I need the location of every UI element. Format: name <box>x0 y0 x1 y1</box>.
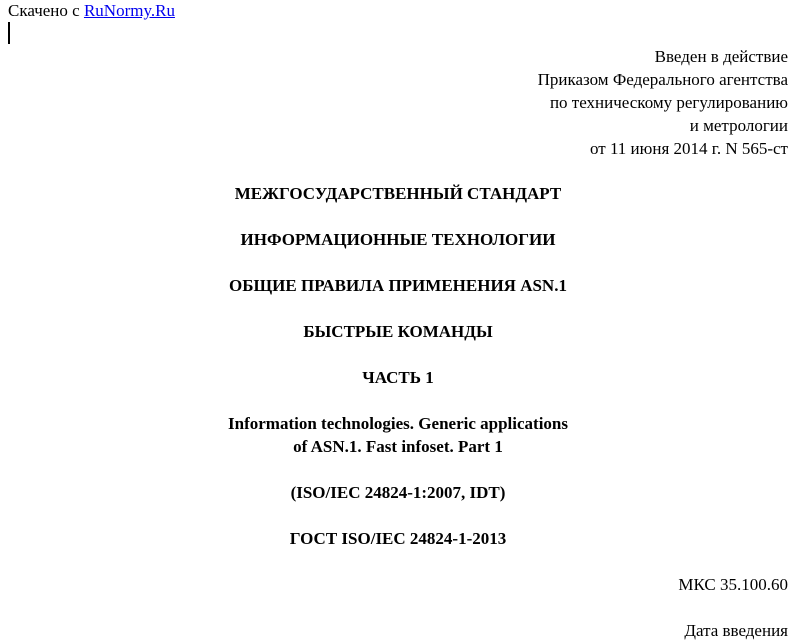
iso-reference: (ISO/IEC 24824-1:2007, IDT) <box>290 483 506 502</box>
english-title-line-2: of ASN.1. Fast infoset. Part 1 <box>293 437 503 456</box>
approval-line: Приказом Федерального агентства <box>537 70 788 89</box>
approval-line: Введен в действие <box>654 47 788 66</box>
approval-line: от 11 июня 2014 г. N 565-ст <box>589 139 788 158</box>
source-line <box>8 0 175 21</box>
mks-code: МКС 35.100.60 <box>678 575 788 594</box>
standard-type-heading: МЕЖГОСУДАРСТВЕННЫЙ СТАНДАРТ <box>234 184 562 203</box>
approval-line: по техническому регулированию <box>549 93 788 112</box>
effective-date-label: Дата введения <box>684 621 788 640</box>
text-caret <box>8 22 10 44</box>
approval-block <box>538 45 788 160</box>
title-line-3: БЫСТРЫЕ КОМАНДЫ <box>303 322 493 341</box>
title-line-2: ОБЩИЕ ПРАВИЛА ПРИМЕНЕНИЯ ASN.1 <box>229 276 567 295</box>
title-line-1: ИНФОРМАЦИОННЫЕ ТЕХНОЛОГИИ <box>240 230 556 249</box>
source-prefix: Скачено с <box>8 1 84 20</box>
part-heading: ЧАСТЬ 1 <box>362 368 434 387</box>
gost-designation: ГОСТ ISO/IEC 24824-1-2013 <box>289 529 507 548</box>
english-title-line-1: Information technologies. Generic applications <box>228 414 568 433</box>
source-link[interactable]: RuNormy.Ru <box>83 1 175 20</box>
approval-line: и метрологии <box>689 116 788 135</box>
